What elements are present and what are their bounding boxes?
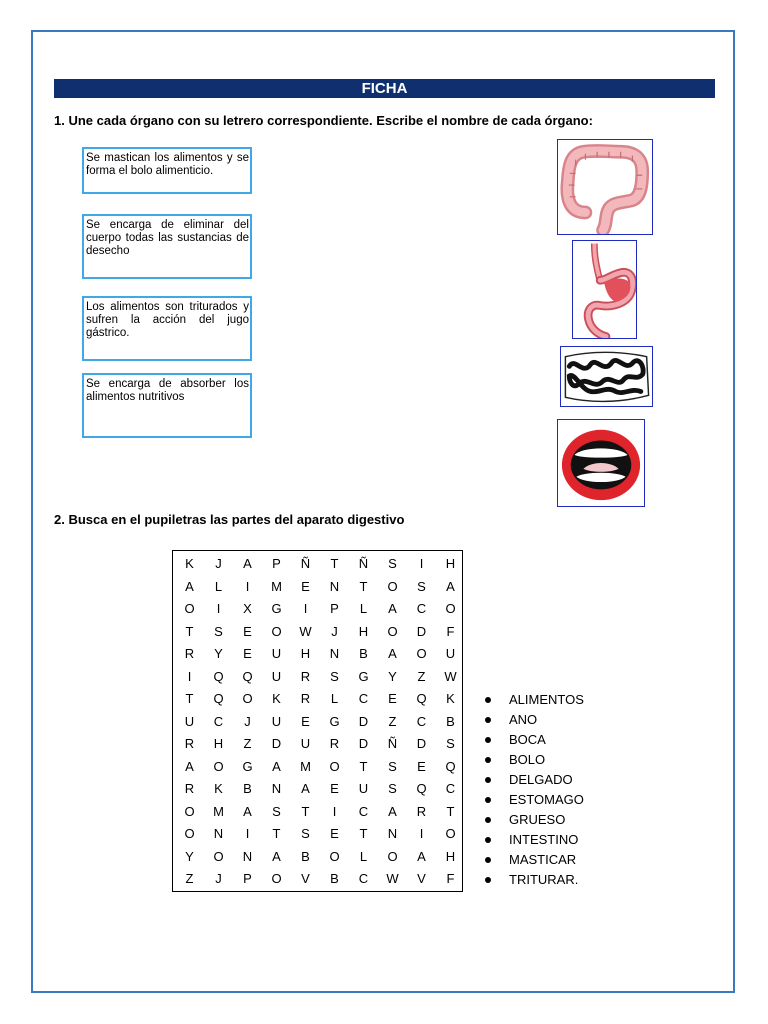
grid-cell: L xyxy=(330,691,339,706)
grid-cell: P xyxy=(243,871,252,886)
word-list-item xyxy=(485,850,584,870)
grid-cell: U xyxy=(445,646,456,661)
grid-cell: U xyxy=(184,713,195,729)
page-title: FICHA xyxy=(54,79,715,98)
grid-cell: Y xyxy=(185,848,194,864)
grid-cell: A xyxy=(446,578,455,594)
grid-cell: E xyxy=(301,578,310,594)
grid-cell: R xyxy=(184,781,195,796)
grid-cell: S xyxy=(417,578,426,594)
grid-cell: P xyxy=(330,601,339,616)
grid-cell: Q xyxy=(445,758,456,774)
grid-cell: E xyxy=(301,713,310,729)
grid-cell: D xyxy=(416,623,427,639)
grid-cell: S xyxy=(214,623,223,639)
grid-cell: I xyxy=(187,668,192,684)
grid-cell: B xyxy=(446,713,455,729)
grid-cell: K xyxy=(214,781,223,796)
grid-cell: T xyxy=(301,803,310,819)
grid-cell: R xyxy=(184,736,195,751)
grid-cell: B xyxy=(359,646,368,661)
word-search-grid xyxy=(172,550,463,892)
grid-cell: Ñ xyxy=(358,556,369,571)
grid-cell: O xyxy=(184,601,195,616)
grid-cell: O xyxy=(329,758,340,774)
word-label: ALIMENTOS xyxy=(509,692,584,707)
grid-cell: E xyxy=(330,781,339,796)
grid-cell: B xyxy=(301,848,310,864)
grid-cell: I xyxy=(419,826,424,841)
word-list-item xyxy=(485,690,584,710)
question-2-heading: 2. Busca en el pupiletras las partes del aparato digestivo xyxy=(54,512,405,527)
grid-cell: D xyxy=(358,736,369,751)
description-card: Se encarga de absorber los alimentos nutritivos xyxy=(82,373,252,438)
grid-cell: O xyxy=(242,691,253,706)
grid-cell: J xyxy=(331,623,338,639)
grid-cell: T xyxy=(359,758,368,774)
grid-cell: C xyxy=(416,601,427,616)
question-1-heading: 1. Une cada órgano con su letrero correspondiente. Escribe el nombre de cada órgano: xyxy=(54,113,593,128)
word-label: DELGADO xyxy=(509,772,573,787)
grid-cell: G xyxy=(242,758,253,774)
grid-cell: Q xyxy=(416,691,427,706)
grid-cell: S xyxy=(446,736,455,751)
grid-cell: C xyxy=(358,803,369,819)
grid-cell: J xyxy=(215,871,222,886)
grid-cell: L xyxy=(359,601,368,616)
grid-cell: Ñ xyxy=(300,556,311,571)
grid-cell: A xyxy=(301,781,310,796)
grid-cell: S xyxy=(388,556,397,571)
grid-cell: T xyxy=(185,623,194,639)
grid-cell: H xyxy=(358,623,369,639)
grid-cell: Z xyxy=(243,736,252,751)
grid-cell: G xyxy=(358,668,369,684)
grid-cell: C xyxy=(416,713,427,729)
bullet-icon xyxy=(485,837,491,843)
grid-cell: K xyxy=(185,556,194,571)
grid-cell: H xyxy=(445,556,456,571)
grid-cell: I xyxy=(216,601,221,616)
stomach-icon xyxy=(572,240,637,339)
grid-cell: S xyxy=(388,758,397,774)
grid-cell: S xyxy=(301,826,310,841)
grid-cell: O xyxy=(387,578,398,594)
grid-cell: Ñ xyxy=(387,736,398,751)
grid-cell: N xyxy=(329,646,340,661)
grid-cell: B xyxy=(243,781,252,796)
grid-cell: T xyxy=(272,826,281,841)
grid-cell: I xyxy=(332,803,337,819)
grid-cell: O xyxy=(184,803,195,819)
grid-cell: E xyxy=(388,691,397,706)
bullet-icon xyxy=(485,737,491,743)
grid-cell: R xyxy=(416,803,427,819)
word-label: INTESTINO xyxy=(509,832,579,847)
grid-cell: F xyxy=(446,623,455,639)
grid-cell: A xyxy=(388,803,397,819)
grid-cell: T xyxy=(446,803,455,819)
grid-cell: G xyxy=(329,713,340,729)
grid-cell: O xyxy=(213,848,224,864)
word-label: TRITURAR. xyxy=(509,872,579,887)
grid-cell: O xyxy=(387,848,398,864)
grid-cell: T xyxy=(330,556,339,571)
grid-cell: A xyxy=(185,578,194,594)
word-list-item xyxy=(485,870,584,890)
grid-cell: S xyxy=(330,668,339,684)
grid-cell: Q xyxy=(416,781,427,796)
word-list-item xyxy=(485,750,584,770)
grid-cell: Q xyxy=(213,668,224,684)
grid-cell: I xyxy=(303,601,308,616)
grid-cell: C xyxy=(358,691,369,706)
grid-cell: M xyxy=(300,758,311,774)
grid-cell: L xyxy=(214,578,223,594)
grid-cell: W xyxy=(444,668,457,684)
grid-cell: D xyxy=(358,713,369,729)
grid-cell: F xyxy=(446,871,455,886)
word-label: ESTOMAGO xyxy=(509,792,584,807)
word-list-item xyxy=(485,810,584,830)
grid-cell: X xyxy=(243,601,252,616)
grid-cell: R xyxy=(300,691,311,706)
word-search-cells xyxy=(175,553,465,891)
grid-cell: H xyxy=(445,848,456,864)
bullet-icon xyxy=(485,857,491,863)
grid-cell: A xyxy=(185,758,194,774)
grid-cell: U xyxy=(358,781,369,796)
bullet-icon xyxy=(485,877,491,883)
grid-cell: E xyxy=(417,758,426,774)
grid-cell: N xyxy=(329,578,340,594)
grid-cell: C xyxy=(213,713,224,729)
word-list xyxy=(485,690,584,890)
bullet-icon xyxy=(485,717,491,723)
grid-cell: U xyxy=(271,646,282,661)
grid-cell: W xyxy=(299,623,312,639)
grid-cell: O xyxy=(213,758,224,774)
grid-cell: M xyxy=(213,803,224,819)
bullet-icon xyxy=(485,757,491,763)
grid-cell: O xyxy=(445,826,456,841)
word-list-item xyxy=(485,790,584,810)
bullet-icon xyxy=(485,777,491,783)
grid-cell: E xyxy=(243,623,252,639)
grid-cell: E xyxy=(243,646,252,661)
grid-cell: Q xyxy=(242,668,253,684)
grid-cell: N xyxy=(271,781,282,796)
grid-cell: Z xyxy=(185,871,194,886)
grid-cell: B xyxy=(330,871,339,886)
grid-cell: H xyxy=(213,736,224,751)
word-list-item xyxy=(485,730,584,750)
grid-cell: D xyxy=(271,736,282,751)
description-card: Los alimentos son triturados y sufren la acción del jugo gástrico. xyxy=(82,296,252,361)
grid-cell: N xyxy=(242,848,253,864)
large-intestine-icon xyxy=(557,139,653,235)
grid-cell: U xyxy=(300,736,311,751)
grid-cell: R xyxy=(184,646,195,661)
grid-cell: M xyxy=(271,578,282,594)
bullet-icon xyxy=(485,817,491,823)
grid-cell: R xyxy=(329,736,340,751)
grid-cell: I xyxy=(245,826,250,841)
grid-cell: I xyxy=(419,556,424,571)
grid-cell: H xyxy=(300,646,311,661)
grid-cell: O xyxy=(271,871,282,886)
grid-cell: A xyxy=(417,848,426,864)
word-label: BOCA xyxy=(509,732,546,747)
description-card: Se encarga de eliminar del cuerpo todas las sustancias de desecho xyxy=(82,214,252,279)
grid-cell: O xyxy=(329,848,340,864)
word-list-item xyxy=(485,830,584,850)
grid-cell: N xyxy=(213,826,224,841)
grid-cell: U xyxy=(271,713,282,729)
grid-cell: U xyxy=(271,668,282,684)
grid-cell: E xyxy=(330,826,339,841)
mouth-icon xyxy=(557,419,645,507)
word-label: BOLO xyxy=(509,752,546,767)
grid-cell: G xyxy=(271,601,282,616)
grid-cell: N xyxy=(387,826,398,841)
grid-cell: O xyxy=(387,623,398,639)
grid-cell: I xyxy=(245,578,250,594)
grid-cell: Y xyxy=(214,646,223,661)
grid-cell: O xyxy=(184,826,195,841)
grid-cell: A xyxy=(272,758,281,774)
grid-cell: V xyxy=(301,871,310,886)
word-list-item xyxy=(485,710,584,730)
grid-cell: C xyxy=(358,871,369,886)
grid-cell: S xyxy=(272,803,281,819)
word-label: MASTICAR xyxy=(509,852,577,867)
bullet-icon xyxy=(485,797,491,803)
grid-cell: K xyxy=(446,691,455,706)
grid-cell: P xyxy=(272,556,281,571)
grid-cell: Q xyxy=(213,691,224,706)
grid-cell: L xyxy=(359,848,368,864)
grid-cell: C xyxy=(445,781,456,796)
grid-cell: R xyxy=(300,668,311,684)
grid-cell: S xyxy=(388,781,397,796)
grid-cell: Z xyxy=(388,713,397,729)
grid-cell: Y xyxy=(388,668,397,684)
grid-cell: V xyxy=(417,871,426,886)
grid-cell: T xyxy=(185,691,194,706)
grid-cell: J xyxy=(215,556,222,571)
grid-cell: O xyxy=(271,623,282,639)
grid-cell: O xyxy=(445,601,456,616)
grid-cell: O xyxy=(416,646,427,661)
bullet-icon xyxy=(485,697,491,703)
grid-cell: K xyxy=(272,691,281,706)
word-label: GRUESO xyxy=(509,812,566,827)
word-label: ANO xyxy=(509,712,538,727)
grid-cell: A xyxy=(243,803,252,819)
grid-cell: D xyxy=(416,736,427,751)
description-card: Se mastican los alimentos y se forma el bolo alimenticio. xyxy=(82,147,252,194)
grid-cell: A xyxy=(388,601,397,616)
grid-cell: A xyxy=(243,556,252,571)
grid-cell: T xyxy=(359,826,368,841)
small-intestine-icon xyxy=(560,346,653,407)
grid-cell: A xyxy=(388,646,397,661)
grid-cell: Z xyxy=(417,668,426,684)
word-list-item xyxy=(485,770,584,790)
grid-cell: T xyxy=(359,578,368,594)
grid-cell: A xyxy=(272,848,281,864)
grid-cell: J xyxy=(244,713,251,729)
grid-cell: W xyxy=(386,871,399,886)
